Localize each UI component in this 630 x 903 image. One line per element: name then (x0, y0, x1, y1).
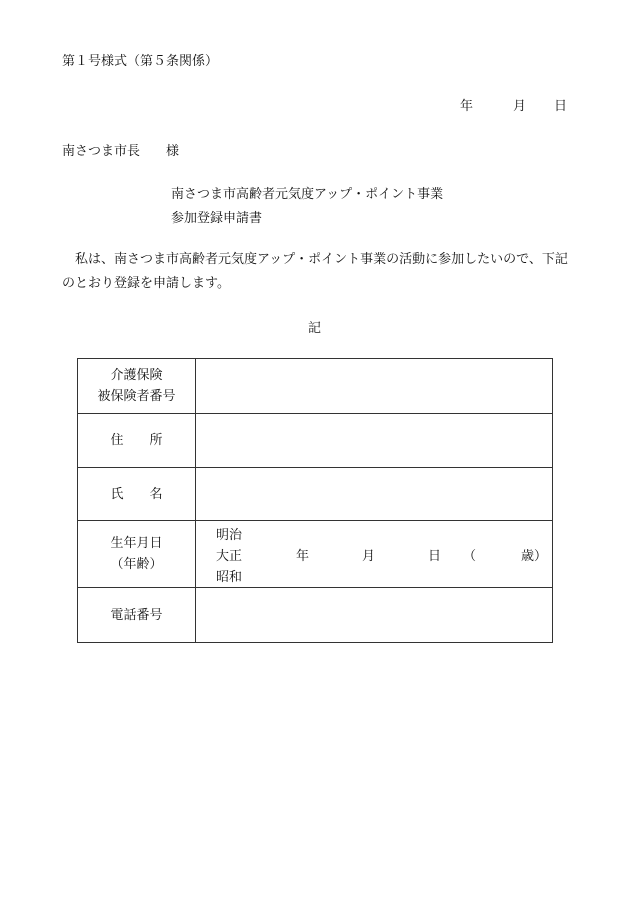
address-label: 住 所 (78, 414, 196, 468)
registration-table (77, 358, 553, 643)
address-field[interactable] (196, 414, 553, 468)
table-row (78, 414, 553, 468)
age-unit: 歳） (521, 549, 548, 564)
birthdate-field[interactable] (196, 521, 553, 588)
insurance-number-field[interactable] (196, 359, 553, 414)
era-taisho[interactable]: 大正 (216, 549, 243, 564)
birthdate-label: 生年月日 （年齢） (78, 521, 196, 588)
table-row (78, 359, 553, 414)
phone-label: 電話番号 (78, 588, 196, 643)
form-number: 第１号様式（第５条関係） (62, 54, 219, 69)
date-year: 年 (460, 99, 474, 114)
table-row (78, 468, 553, 521)
table-row (78, 588, 553, 643)
form-title-line1: 南さつま市高齢者元気度アップ・ポイント事業 (171, 187, 444, 202)
body-text: 私は、南さつま市高齢者元気度アップ・ポイント事業の活動に参加したいので、下記のとおり登録を申請します。 (62, 252, 568, 291)
birth-day-unit: 日 (428, 549, 442, 564)
era-showa[interactable]: 昭和 (216, 570, 243, 585)
era-meiji[interactable]: 明治 (216, 528, 243, 543)
date-day: 日 (554, 99, 568, 114)
age-open-paren: （ (463, 549, 477, 564)
date-month: 月 (513, 99, 527, 114)
insurance-number-label: 介護保険 被保険者番号 (78, 359, 196, 414)
birth-year-unit: 年 (296, 549, 310, 564)
addressee-name: 南さつま市長 (62, 144, 141, 159)
name-label: 氏 名 (78, 468, 196, 521)
addressee-honorific: 様 (166, 144, 180, 159)
date-line (460, 95, 567, 114)
birth-month-unit: 月 (362, 549, 376, 564)
table-row (78, 521, 553, 588)
addressee (62, 140, 179, 159)
phone-field[interactable] (196, 588, 553, 643)
ki-heading: 記 (308, 321, 322, 336)
form-title-line2: 参加登録申請書 (171, 211, 263, 226)
name-field[interactable] (196, 468, 553, 521)
